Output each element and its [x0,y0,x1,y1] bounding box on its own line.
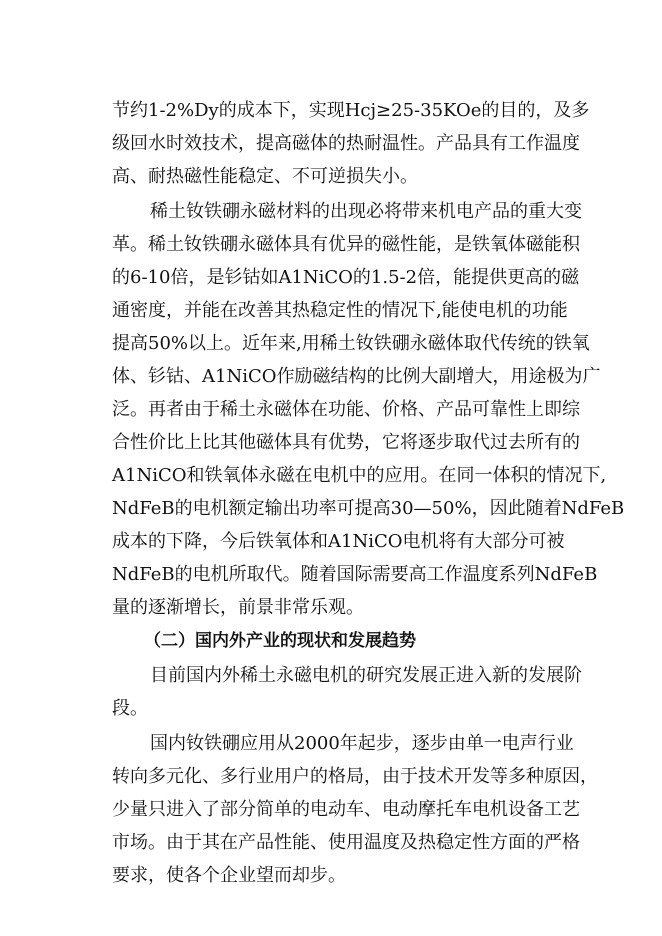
paragraph-start-line: 国内钕铁硼应用从2000年起步，逐步由单一电声行业 [150,733,574,754]
text-line: 革。稀土钕铁硼永磁体具有优异的磁性能，是铁氧体磁能积 [112,234,580,255]
text-line: 合性价比上比其他磁体具有优势，它将逐步取代过去所有的 [112,432,580,453]
text-line: 体、钐钴、A1NiCO作励磁结构的比例大副增大，用途极为广 [112,366,601,387]
paragraph-start-line: 稀土钕铁硼永磁材料的出现必将带来机电产品的重大变 [150,201,582,222]
text-line: 要求，使各个企业望而却步。 [112,865,346,886]
text-line: 级回水时效技术，提高磁体的热耐温性。产品具有工作温度 [112,133,580,154]
text-line: 市场。由于其在产品性能、使用温度及热稳定性方面的严格 [112,832,580,853]
text-line: 的6-10倍，是钐钴如A1NiCO的1.5-2倍，能提供更高的磁 [112,267,580,288]
text-line: 段。 [112,698,148,719]
text-line: 通密度，并能在改善其热稳定性的情况下,能使电机的功能 [112,300,568,321]
text-line: 成本的下降，今后铁氧体和A1NiCO电机将有大部分可被 [112,531,565,552]
text-line: 泛。再者由于稀土永磁体在功能、价格、产品可靠性上即综 [112,399,580,420]
paragraph-start-line: 目前国内外稀土永磁电机的研究发展正进入新的发展阶 [150,665,582,686]
text-line: 提高50%以上。近年来,用稀土钕铁硼永磁体取代传统的铁氧 [112,333,590,354]
text-line: NdFeB的电机所取代。随着国际需要高工作温度系列NdFeB [112,564,598,585]
text-line: 节约1-2%Dy的成本下，实现Hcj≥25-35KOe的目的，及多 [112,100,590,121]
text-line: NdFeB的电机额定输出功率可提高30—50%，因此随着NdFeB [112,498,625,519]
text-line: 转向多元化、多行业用户的格局，由于技术开发等多种原因， [112,766,598,787]
text-line: 少量只进入了部分简单的电动车、电动摩托车电机设备工艺 [112,799,580,820]
text-line: 量的逐渐增长，前景非常乐观。 [112,597,364,618]
text-line: A1NiCO和铁氧体永磁在电机中的应用。在同一体积的情况下, [112,465,607,486]
section-heading: （二）国内外产业的现状和发展趋势 [144,631,416,651]
text-line: 高、耐热磁性能稳定、不可逆损失小。 [112,166,418,187]
